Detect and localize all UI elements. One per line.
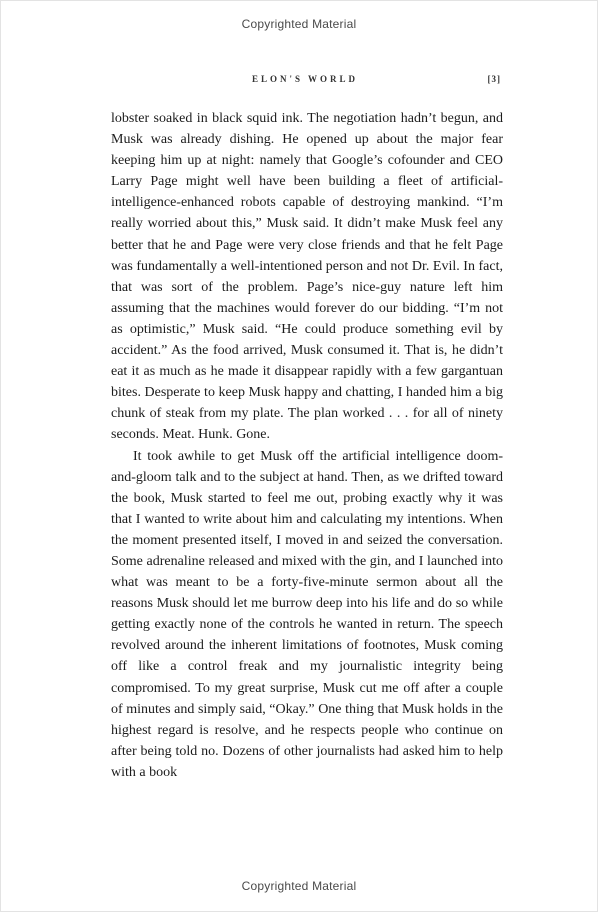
page-number: [3] (487, 74, 501, 84)
paragraph-2: It took awhile to get Musk off the artificial intelligence doom-and-gloom talk and to the subject at hand. Then, as we drifted toward the book, Musk started to feel me out, probing exactly why it was that I wanted to write about him and calculating my intentions. When the moment presented itself, I moved in and seized the conversation. Some adrenaline released and mixed with the gin, and I launched into what was meant to be a forty-five-minute sermon about all the reasons Musk should let me burrow deep into his life and do so while getting exactly none of the controls he wanted in return. The speech revolved around the inherent limitations of footnotes, Musk coming off like a control freak and my journalistic integrity being compromised. To my great surprise, Musk cut me off after a couple of minutes and simply said, “Okay.” One thing that Musk holds in the highest regard is resolve, and he respects people who continue on after being told no. Dozens of other journalists had asked him to help with a book (111, 448, 503, 780)
copyright-notice-top: Copyrighted Material (241, 17, 357, 31)
copyright-notice-bottom: Copyrighted Material (241, 879, 357, 893)
running-header (109, 74, 501, 88)
running-title: ELON'S WORLD (251, 74, 359, 84)
paragraph-1: lobster soaked in black squid ink. The negotiation hadn’t begun, and Musk was already dishing. He opened up about the major fear keeping him up at night: namely that Google’s cofounder and CEO Larry Page might well have been building a fleet of artificial-intelligence-enhanced robots capable of destroying mankind. “I’m really worried about this,” Musk said. It didn’t make Musk feel any better that he and Page were very close friends and that he felt Page was fundamentally a well-intentioned person and not Dr. Evil. In fact, that was sort of the problem. Page’s nice-guy nature left him assuming that the machines would forever do our bidding. “I’m not as optimistic,” Musk said. “He could produce something evil by accident.” As the food arrived, Musk consumed it. That is, he didn’t eat it as much as he made it disappear rapidly with a few gargantuan bites. Desperate to keep Musk happy and chatting, I handed him a big chunk of steak from my plate. The plan worked . . . for all of ninety seconds. Meat. Hunk. Gone. (111, 111, 503, 443)
body-text (111, 108, 503, 783)
